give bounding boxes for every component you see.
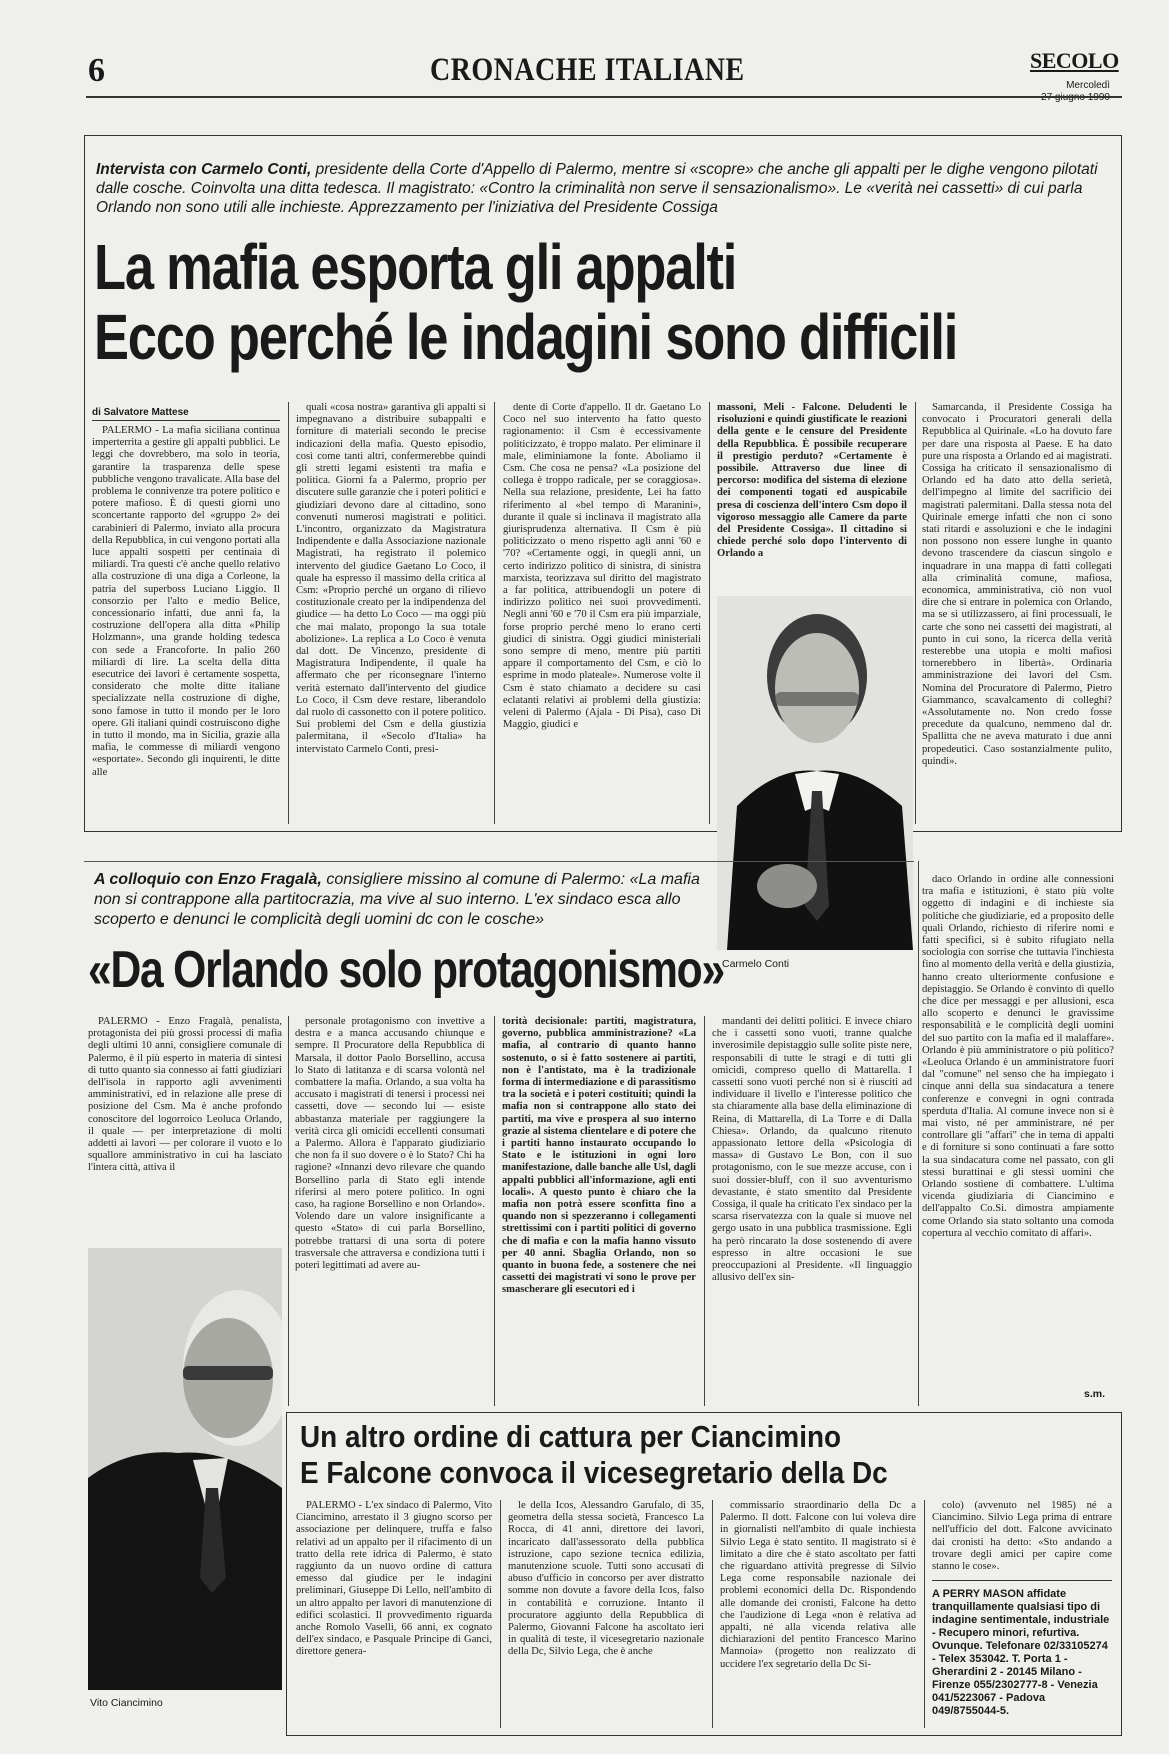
issue-weekday: Mercoledì — [1066, 80, 1110, 91]
story3-column-3 — [720, 1500, 916, 1728]
story2-column-3-text: torità decisionale: partiti, magistratura, governo, pubblica amministrazione? «La mafia, al contrario di quanto hanno sostenuto, o si è fatto sostenere ai partiti, non è l'antistato, ma è la tradizionale forma di intermediazione e di parassitismo tra la società e i poteri costituiti; quindi la mafia non si contrappone allo stato dei partiti, ma vive e prospera al suo interno grazie al sistema clientelare e di potere che i partiti hanno instaurato occupando lo Stato e le istituzioni in ogni loro manifestazione, dalle banche alle Usl, dagli appalti pubblici all'informazione, agli enti locali». A questo punto è chiaro che la mafia non potrà essere sconfitta fino a quando non si spezzeranno i collegamenti strettissimi con i partiti politici di governo che di mafia e con la mafia hanno vissuto per 40 anni. Sbaglia Orlando, non so quanto in buona fede, a sostenere che nei cassetti dei magistrati vi sono le prove per smascherare gli esecutori ed i — [502, 1016, 696, 1296]
story1-column-5-text: Samarcanda, il Presidente Cossiga ha convocato i Procuratori generali della Repubblica al Quirinale. «Lo ha dovuto fare per dare una risposta al Paese. E ha dato pure una risposta a Orlando ed ai magistrati. Cossiga ha criticato il sensazionalismo di Orlando ed ha dato atto della serietà, dell'impegno al limite del sacrificio dei magistrati palermitani. Dalla stessa nota del Quirinale emerge infatti che non ci sono stati ritardi e assoluzioni e che le indagini non possono non essere lunghe in quanto devono trascendere da ciascun singolo e inquadrare in una mappa di fatti collegati alla criminalità comune, mafiosa, economica, amministrativa, ciò non vuol dire che si entrare in polemica con Orlando, ma se si utilizzassero, ai fini processuali, le carte che sono nei cassetti dei magistrati, al punto in cui sono, la ricerca della verità resterebbe una utopia e molti mafiosi tornerebbero in libertà». Ordinaria amministrazione dei lavori del Csm. Nomina del Procuratore di Palermo, Pietro Giammanco, scavalcamento di colleghi? «Assolutamente no. Non credo fosse precedute da qualcuno, nemmeno dal dr. Spallitta che ne aveva maturato i due anni propedeutici. Caso sostanzialmente pulito, quindi». — [922, 402, 1112, 767]
story1-column-2-text: quali «cosa nostra» garantiva gli appalti si impegnavano a distribuire subappalti e forniture di materiali secondo le precise indicazioni della mafia. Questo episodio, così come tanti altri, confermerebbe quindi gli stretti legami esistenti tra mafia e politica. Giorni fa a Palermo, proprio per discutere sulle garanzie che i poteri politici e giudiziari devono dare al cittadino, sono convenuti numerosi magistrati e politici. L'incontro, organizzato da Magistratura Indipendente e dalla Associazione nazionale Magistrati, ha registrato il polemico intervento del giudice Gaetano Lo Coco, il quale ha espresso il massimo della critica al Csm: «Proprio perché un organo di rilievo costituzionale creato per la indipendenza del giudice — ha detto Lo Coco — ma oggi più che mai malato, propongo la sua totale abolizione». La replica a Lo Coco è venuta dal dott. De Vincenzo, presidente di Magistratura Indipendente, il quale ha affermato che per riconsegnare l'interno verità esternato dall'intervento del giudice Lo Coco, il Csm deve restare, liberandolo dal ruolo di cassonetto con il potere politico. Sui problemi del Csm e della giustizia palermitana, il «Secolo d'Italia» ha intervistato Carmelo Conti, presi- — [296, 402, 486, 755]
story1-column-2 — [296, 402, 486, 823]
column-divider — [288, 1016, 289, 1406]
story2-column-4-text: mandanti dei delitti politici. È invece chiaro che i cassetti sono vuoti, tranne qualche inverosimile depistaggio sulle solite piste nere, responsabili di tutte le stragi e di tutti gli omicidi, compreso quello di Mattarella. I cassetti sono vuoti perché non si è riusciti ad individuare il livello e l'interesse politico che sta chiaramente alla base della eliminazione di Reina, di Mattarella, di La Torre e di Dalla Chiesa». Orlando, da qualcuno ritenuto appassionato lettore della «Psicologia di massa» di Gustavo Le Bon, con il suo protagonismo, con le sue mezze accuse, con i suoi dossier-bluff, con il suo avventurismo devastante, è stato smentito dal Presidente Cossiga, il quale ha criticato l'ex sindaco per la scarsa riservatezza con la quale si muove nel gergo usato in una pubblica trasmissione. Egli ha però rincarato la dose sostenendo di avere espresso in altre occasioni le sue preoccupazioni al Presidente. «Il linguaggio allusivo dell'ex sin- — [712, 1016, 912, 1284]
column-divider — [709, 402, 710, 824]
story1-headline-1: La mafia esporta gli appalti — [94, 231, 737, 303]
story3-column-4-text: colo) (avvenuto nel 1985) né a Ciancimino. Silvio Lega prima di entrare nell'ufficio del dott. Falcone avvicinato dai cronisti ha detto: «Sto andando a trovare degli amici per capire come stanno le cose». — [932, 1500, 1112, 1572]
story1-byline: di Salvatore Mattese — [92, 407, 280, 421]
story2-column-5 — [922, 874, 1114, 1384]
story2-signature: s.m. — [1084, 1388, 1106, 1400]
story3-column-3-text: commissario straordinario della Dc a Palermo. Il dott. Falcone con lui voleva dire in giornalisti nell'ambito di quale inchiesta Silvio Lega è stato sentito. Il magistrato si è limitato a dire che è stato ascoltato per fatti che riguardano attività pregresse di Silvio Lega come responsabile nazionale dei problemi economici della Dc. Rispondendo alle domande dei cronisti, Falcone ha detto che l'audizione di Lega «non è relativa ad appalti, né alla vicenda relativa alle dichiarazioni del pentito Francesco Marino Mannoia» (progetto non realizzato di uccidere l'ex segretario della Dc Si- — [720, 1500, 916, 1670]
story2-headline: «Da Orlando solo protagonismo» — [88, 941, 724, 999]
story2-kicker-text: consigliere missino al comune di Palermo: «La mafia non si contrappone alla partitocrazia, ma vive al suo interno. L'ex sindaco esca allo scoperto e denunci le complicità degli uomini dc con le cosche» — [94, 871, 700, 928]
story1-kicker-lead: Intervista con Carmelo Conti, — [96, 161, 312, 178]
column-divider — [712, 1500, 713, 1728]
story2-kicker-lead: A colloquio con Enzo Fragalà, — [94, 871, 322, 888]
section-title: CRONACHE ITALIANE — [430, 52, 745, 88]
story1-kicker — [96, 160, 1106, 217]
story2-column-1-text: PALERMO - Enzo Fragalà, penalista, protagonista dei più grossi processi di mafia degli ultimi 10 anni, consigliere comunale di Palermo, è il più esperto in materia di sintesi di tutto quanto sia connesso ai fatti giudiziari dell'isola in rapporto agli avvenimenti amministrativi, ed in relazione alle prese di posizione del Csm. Ma è anche profondo conoscitore del logorroico Leoluca Orlando, il quale — per interpretazione di molti addetti ai lavori — per colorare il vuoto e lo squallore amministrativo in cui ha lasciato l'intera città, attiva il — [88, 1016, 282, 1174]
story1-column-1 — [92, 425, 280, 823]
story3-headline-2: E Falcone convoca il vicesegretario della Dc — [300, 1455, 888, 1490]
carmelo-conti-caption: Carmelo Conti — [722, 958, 790, 970]
column-divider — [704, 1016, 705, 1406]
story2-column-2-text: personale protagonismo con invettive a destra e a manca accusando chiunque e sempre. Il Procuratore della Repubblica di Marsala, il dottor Paolo Borsellino, accusa lo Stato di latitanza e di scarsa volontà nel combattere la mafia. Orlando, a sua volta ha accusato i magistrati di tenersi i processi nei cassetti, dove — secondo lui — esiste abbastanza materiale per raggiungere la verità circa gli omicidi eccellenti consumati a Palermo. Allora è l'apparato giudiziario che non fa il suo dovere o è lo Stato? Chi ha ragione? «Innanzi devo rilevare che quando Borsellino parla di Stato egli intende riferirsi al mero potere politico. In ogni caso, ha ragione Borsellino e non Orlando». Volendo dare un valore insignificante a questo «Stato» di cui parla Borsellino, potrebbe trattarsi di una sorta di potere trasversale che attraversa e condiziona tutti i poteri legittimati ad avere au- — [295, 1016, 485, 1272]
story3-column-1 — [296, 1500, 492, 1728]
story1-column-5 — [922, 402, 1112, 823]
story1-column-4 — [717, 402, 907, 590]
issue-day — [1030, 92, 1110, 104]
story1-column-3-text: dente di Corte d'appello. Il dr. Gaetano Lo Coco nel suo intervento ha fatto questo ragionamento: il Csm è eccessivamente politicizzato, è troppo malato. Per eliminare il male, eliminiamone la fonte. Aboliamo il Csm. Che cosa ne pensa? «La posizione del collega è troppo radicale, per se coraggiosa». Nella sua relazione, presidente, Lei ha fatto riferimento al «bel tempo di Maranini», durante il quale si inclinava il magistrato alla giurisprudenza alternativa. Il Csm è più politicizzato o meno rispetto agli anni '60 e '70? «Certamente oggi, in quegli anni, un certo indirizzo politico di sinistra, di sinistra marxista, teorizzava sul diritto del magistrato a far politica, attribuendogli un potere di indirizzo politico nei suoi provvedimenti. Negli anni '60 e '70 il Csm era più imparziale, forse proprio perché meno lo erano certi giudici di sinistra. Oggi giudici ministeriali sono sempre di meno, mentre più partiti appare il comportamento del Csm, e ciò lo esprime in modo plateale». Numerose volte il Csm è stato chiamato a decidere su casi eclatanti relativi ai problemi della giustizia: veleni di Palermo (Ajala - Di Pisa), caso Di Maggio, giudici e — [503, 402, 701, 731]
story2-column-1 — [88, 1016, 282, 1242]
ad-rule — [932, 1580, 1112, 1581]
portrait-illustration — [717, 596, 913, 950]
column-divider — [494, 1016, 495, 1406]
story3-column-4 — [932, 1500, 1112, 1572]
story3-column-1-text: PALERMO - L'ex sindaco di Palermo, Vito Ciancimino, arrestato il 3 giugno scorso per associazione per delinquere, truffa e falso relativi ad un appalto per il rifacimento di un tratto della rete idrica di Palermo, è stato raggiunto da un nuovo ordine di cattura emesso dal giudice per le indagini preliminari, Giuseppe Di Lello, nell'ambito di un altro appalto per lavori di manutenzione di edifici scolastici. Il provvedimento riguarda anche Romolo Vaselli, 66 anni, ex cognato dell'ex sindaco, e Pasquale Principe di Ganci, direttore genera- — [296, 1500, 492, 1658]
issue-date — [1030, 80, 1110, 104]
vito-ciancimino-photo — [88, 1248, 282, 1690]
page-number: 6 — [88, 52, 105, 89]
column-divider — [915, 402, 916, 824]
story2-rule — [84, 861, 914, 862]
perry-mason-ad: A PERRY MASON affidate tranquillamente qualsiasi tipo di indagine sentimentale, industriale - Recupero minori, refurtiva. Ovunque. Telefonare 02/33105274 - Telex 353042. T. Porta 1 - Gherardini 2 - 20145 Milano - Firenze 055/2302777-8 - Venezia 041/5223067 - Padova 049/8755044-5. — [932, 1588, 1110, 1717]
story1-headline-2: Ecco perché le indagini sono difficili — [94, 301, 958, 373]
story3-headline-1: Un altro ordine di cattura per Ciancimino — [300, 1419, 842, 1454]
column-divider — [500, 1500, 501, 1728]
story2-column-5-text: daco Orlando in ordine alle connessioni tra mafia e istituzioni, è stato più volte oggetto di indagini e di inchieste sia politiche che giudiziarie, ed a proposito delle quali Orlando, richiesto di riferire nomi e fatti specifici, si è subito rifugiato nella sociologia con sorrise che tuttavia l'inchiesta fino al momento della verità e della giustizia, hanno creato ulteriormente confusione e depistaggio. Se Orlando è convinto di quello che dice per messaggi e per allusioni, esca allo scoperto e denunci le gravissime responsabilità e le complicità degli uomini del suo partito con la mafia ed il malaffare». Orlando è più amministratore o più politico? «Leoluca Orlando è un amministratore fuori dal "comune" nel senso che ha impiegato i cinque anni della sua sindacatura a tenere conferenze e convegni in ogni contrada sperduta d'Italia. Al comune invece non si è mai visto, né per amministrare, né per controllare gli "affari" che in tema di appalti e di forniture si sono continuati a fare sotto la sua sindacatura come nel passato, con gli stessi burattinai e gli stessi uomini che Orlando sostiene di combattere. L'ultima vicenda giudiziaria di Ciancimino e dell'appalto Co.Si. dimostra ampiamente come Orlando sia stato soltanto una comoda copertura al vecchio comitato di affari». — [922, 874, 1114, 1239]
column-divider — [924, 1500, 925, 1728]
story1-column-3 — [503, 402, 701, 823]
newspaper-masthead: SECOLO — [1030, 48, 1119, 73]
story2-column-4 — [712, 1016, 912, 1406]
story3-column-2 — [508, 1500, 704, 1728]
carmelo-conti-photo — [717, 596, 913, 950]
story2-column-3 — [502, 1016, 696, 1406]
story2-kicker — [94, 870, 714, 930]
portrait-illustration — [88, 1248, 282, 1690]
vito-ciancimino-caption: Vito Ciancimino — [90, 1697, 163, 1709]
column-divider — [918, 861, 919, 1406]
column-divider — [288, 402, 289, 824]
story1-column-1-text: PALERMO - La mafia siciliana continua imperterrita a gestire gli appalti pubblici. Le leggi che dovrebbero, ma solo in teoria, garantire la trasparenza delle spese pubbliche vengono travalicate. Alla base del problema le connivenze tra potere politico e potere mafioso. È di questi giorni uno sconcertante rapporto del «gruppo 2» dei carabinieri di Palermo, inviato alla procura della Repubblica, in cui vengono portati alla luce appalti sospetti per centinaia di miliardi. Tra questi c'è anche quello relativo alla costruzione di una diga a Corleone, la patria del superboss Luciano Liggio. Il consorzio per l'alto e medio Belice, concessionario infatti, due anni fa, la costruzione dell'opera alla ditta «Philip Holzmann», una grande holding tedesca con sede a Francoforte. In palio 260 miliardi di lire. La scelta della ditta esecutrice dei lavori è certamente sospetta, considerato che molte ditte italiane specializzate nella costruzione di dighe, sono famose in tutto il mondo per le loro opere. Gli italiani quindi costruiscono dighe in tutto il mondo, ma in Sicilia, grazie alla mafia, le commesse di miliardi vengono «esportate». Secondo gli inquirenti, le ditte alle — [92, 425, 280, 778]
story1-kicker-text: presidente della Corte d'Appello di Palermo, mentre si «scopre» che anche gli appalti per le dighe vengono pilotati dalle cosche. Coinvolta una ditta tedesca. Il magistrato: «Contro la criminalità non serve il sensazionalismo». Le «verità nei cassetti» di cui parla Orlando non sono utili alle inchieste. Apprezzamento per l'iniziativa del Presidente Cossiga — [96, 161, 1098, 216]
header-rule — [86, 96, 1122, 98]
story2-column-2 — [295, 1016, 485, 1406]
column-divider — [494, 402, 495, 824]
story3-column-2-text: le della Icos, Alessandro Garufalo, di 35, geometra della stessa società, Francesco La Rocca, di 41 anni, direttore dei lavori, incaricato dall'assessorato della pubblica istruzione, capo sezione tecnica edilizia, manutenzione scuole. Tutti sono accusati di abuso d'ufficio in concorso per aver distratto somme non dovute a favore della Icos, falso in contabilità e corruzione. Intanto il procuratore aggiunto della Repubblica di Palermo, Giovanni Falcone ha ascoltato ieri in qualità di teste, il vicesegretario nazionale della Dc, Silvio Lega, che è anche — [508, 1500, 704, 1658]
story1-column-4-text: massoni, Meli - Falcone. Deludenti le risoluzioni e quindi giustificate le reazioni della gente e le censure del Presidente della Repubblica. È possibile recuperare il prestigio perduto? «Certamente è possibile. Attraverso due linee di percorso: modifica del sistema di elezione dei componenti togati ed auspicabile presa di coscienza dell'intero Csm dopo il vigoroso messaggio alle Camere da parte del Presidente Cossiga». Il cittadino si chiede perché solo dopo l'intervento di Orlando a — [717, 402, 907, 560]
